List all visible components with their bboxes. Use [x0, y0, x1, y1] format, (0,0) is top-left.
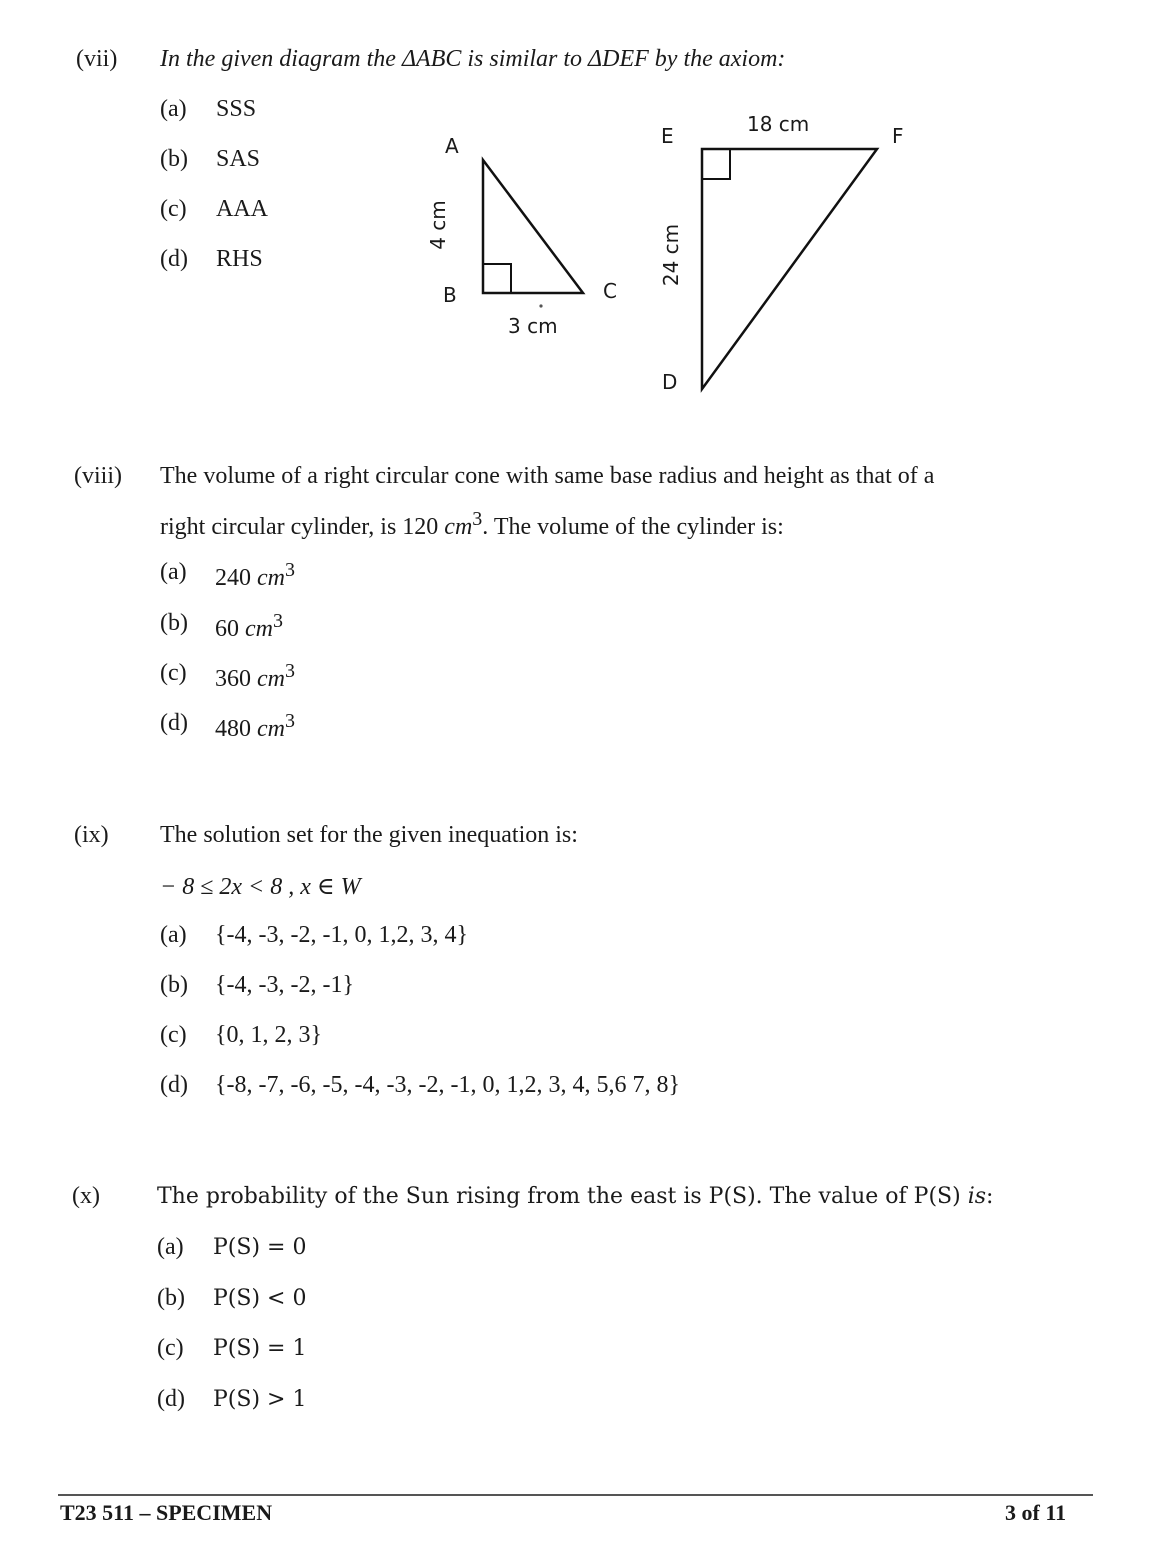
unit: cm [257, 716, 285, 742]
unit: cm [444, 514, 473, 540]
option-letter: (b) [160, 972, 188, 998]
exponent: 3 [472, 508, 483, 530]
option-letter: (c) [157, 1335, 184, 1361]
side-label-ab: 4 cm [425, 200, 450, 250]
option-letter: (b) [157, 1285, 185, 1311]
text-segment: . The volume of the cylinder is: [482, 514, 784, 540]
triangle-def [702, 149, 877, 389]
question-number-vii: (vii) [76, 46, 118, 72]
right-angle-mark-e [702, 149, 730, 179]
vertex-label-a: A [445, 134, 459, 158]
option-text: {-8, -7, -6, -5, -4, -3, -2, -1, 0, 1,2, 3, 4, 5,6 7, 8} [215, 1072, 680, 1098]
footer-divider [58, 1494, 1093, 1496]
option-text [215, 559, 295, 592]
side-label-de: 24 cm [659, 223, 684, 287]
option-text: {-4, -3, -2, -1, 0, 1,2, 3, 4} [215, 922, 469, 948]
similar-triangles-diagram [0, 0, 1169, 420]
exponent: 3 [272, 610, 283, 632]
option-letter: (a) [160, 559, 187, 585]
option-text: P(S) < 0 [213, 1286, 307, 1311]
option-text [215, 710, 295, 743]
question-number-x: (x) [72, 1183, 100, 1209]
option-letter: (c) [160, 196, 187, 222]
option-letter: (b) [160, 610, 188, 636]
side-label-ef: 18 cm [747, 112, 810, 136]
option-text: SSS [216, 96, 257, 122]
question-text-viii-line1: The volume of a right circular cone with same base radius and height as that of a [160, 463, 935, 489]
option-value: 60 [215, 616, 245, 642]
option-value: 360 [215, 666, 257, 692]
vertex-label-f: F [892, 124, 904, 148]
question-text-viii-line2 [160, 508, 784, 541]
option-text: P(S) = 0 [213, 1235, 307, 1260]
option-text: SAS [216, 146, 261, 172]
question-text-x [157, 1184, 993, 1209]
text-segment-italic: is [967, 1184, 987, 1209]
option-letter: (b) [160, 146, 188, 172]
option-letter: (d) [157, 1386, 185, 1412]
option-text [215, 610, 283, 643]
question-text-ix: The solution set for the given inequation is: [160, 822, 578, 848]
unit: cm [257, 565, 285, 591]
option-letter: (a) [157, 1234, 184, 1260]
option-text: {-4, -3, -2, -1} [215, 972, 355, 998]
question-number-viii: (viii) [74, 463, 122, 489]
page-number: 3 of 11 [1005, 1500, 1067, 1525]
option-value: 480 [215, 716, 257, 742]
option-letter: (d) [160, 1072, 188, 1098]
vertex-label-b: B [443, 283, 457, 307]
option-text [215, 660, 295, 693]
vertex-label-c: C [603, 279, 617, 303]
unit: cm [245, 616, 273, 642]
option-letter: (c) [160, 660, 187, 686]
unit: cm [257, 666, 285, 692]
exponent: 3 [284, 710, 295, 732]
option-text: RHS [216, 246, 263, 272]
option-letter: (d) [160, 246, 188, 272]
text-segment: : [986, 1184, 994, 1209]
side-label-bc: 3 cm [508, 314, 558, 338]
option-text: P(S) = 1 [213, 1336, 307, 1361]
option-letter: (d) [160, 710, 188, 736]
option-text: P(S) > 1 [213, 1387, 307, 1412]
option-text: AAA [216, 196, 268, 222]
vertex-label-e: E [661, 124, 674, 148]
right-angle-mark-b [483, 264, 511, 293]
paper-code: T23 511 – SPECIMEN [60, 1500, 273, 1525]
dot-mark [539, 304, 542, 307]
text-segment: right circular cylinder, is 120 [160, 514, 445, 540]
question-text-vii: In the given diagram the ΔABC is similar to ΔDEF by the axiom: [160, 46, 786, 72]
option-value: 240 [215, 565, 257, 591]
option-letter: (c) [160, 1022, 187, 1048]
question-number-ix: (ix) [74, 822, 109, 848]
exponent: 3 [284, 660, 295, 682]
option-letter: (a) [160, 96, 187, 122]
option-text: {0, 1, 2, 3} [215, 1022, 323, 1048]
vertex-label-d: D [662, 370, 678, 394]
inequation: − 8 ≤ 2x < 8 , x ∈ W [160, 874, 361, 900]
triangle-abc [483, 160, 583, 293]
option-letter: (a) [160, 922, 187, 948]
text-segment: The probability of the Sun rising from the east is P(S). The value of P(S) [157, 1184, 968, 1209]
exponent: 3 [284, 559, 295, 581]
